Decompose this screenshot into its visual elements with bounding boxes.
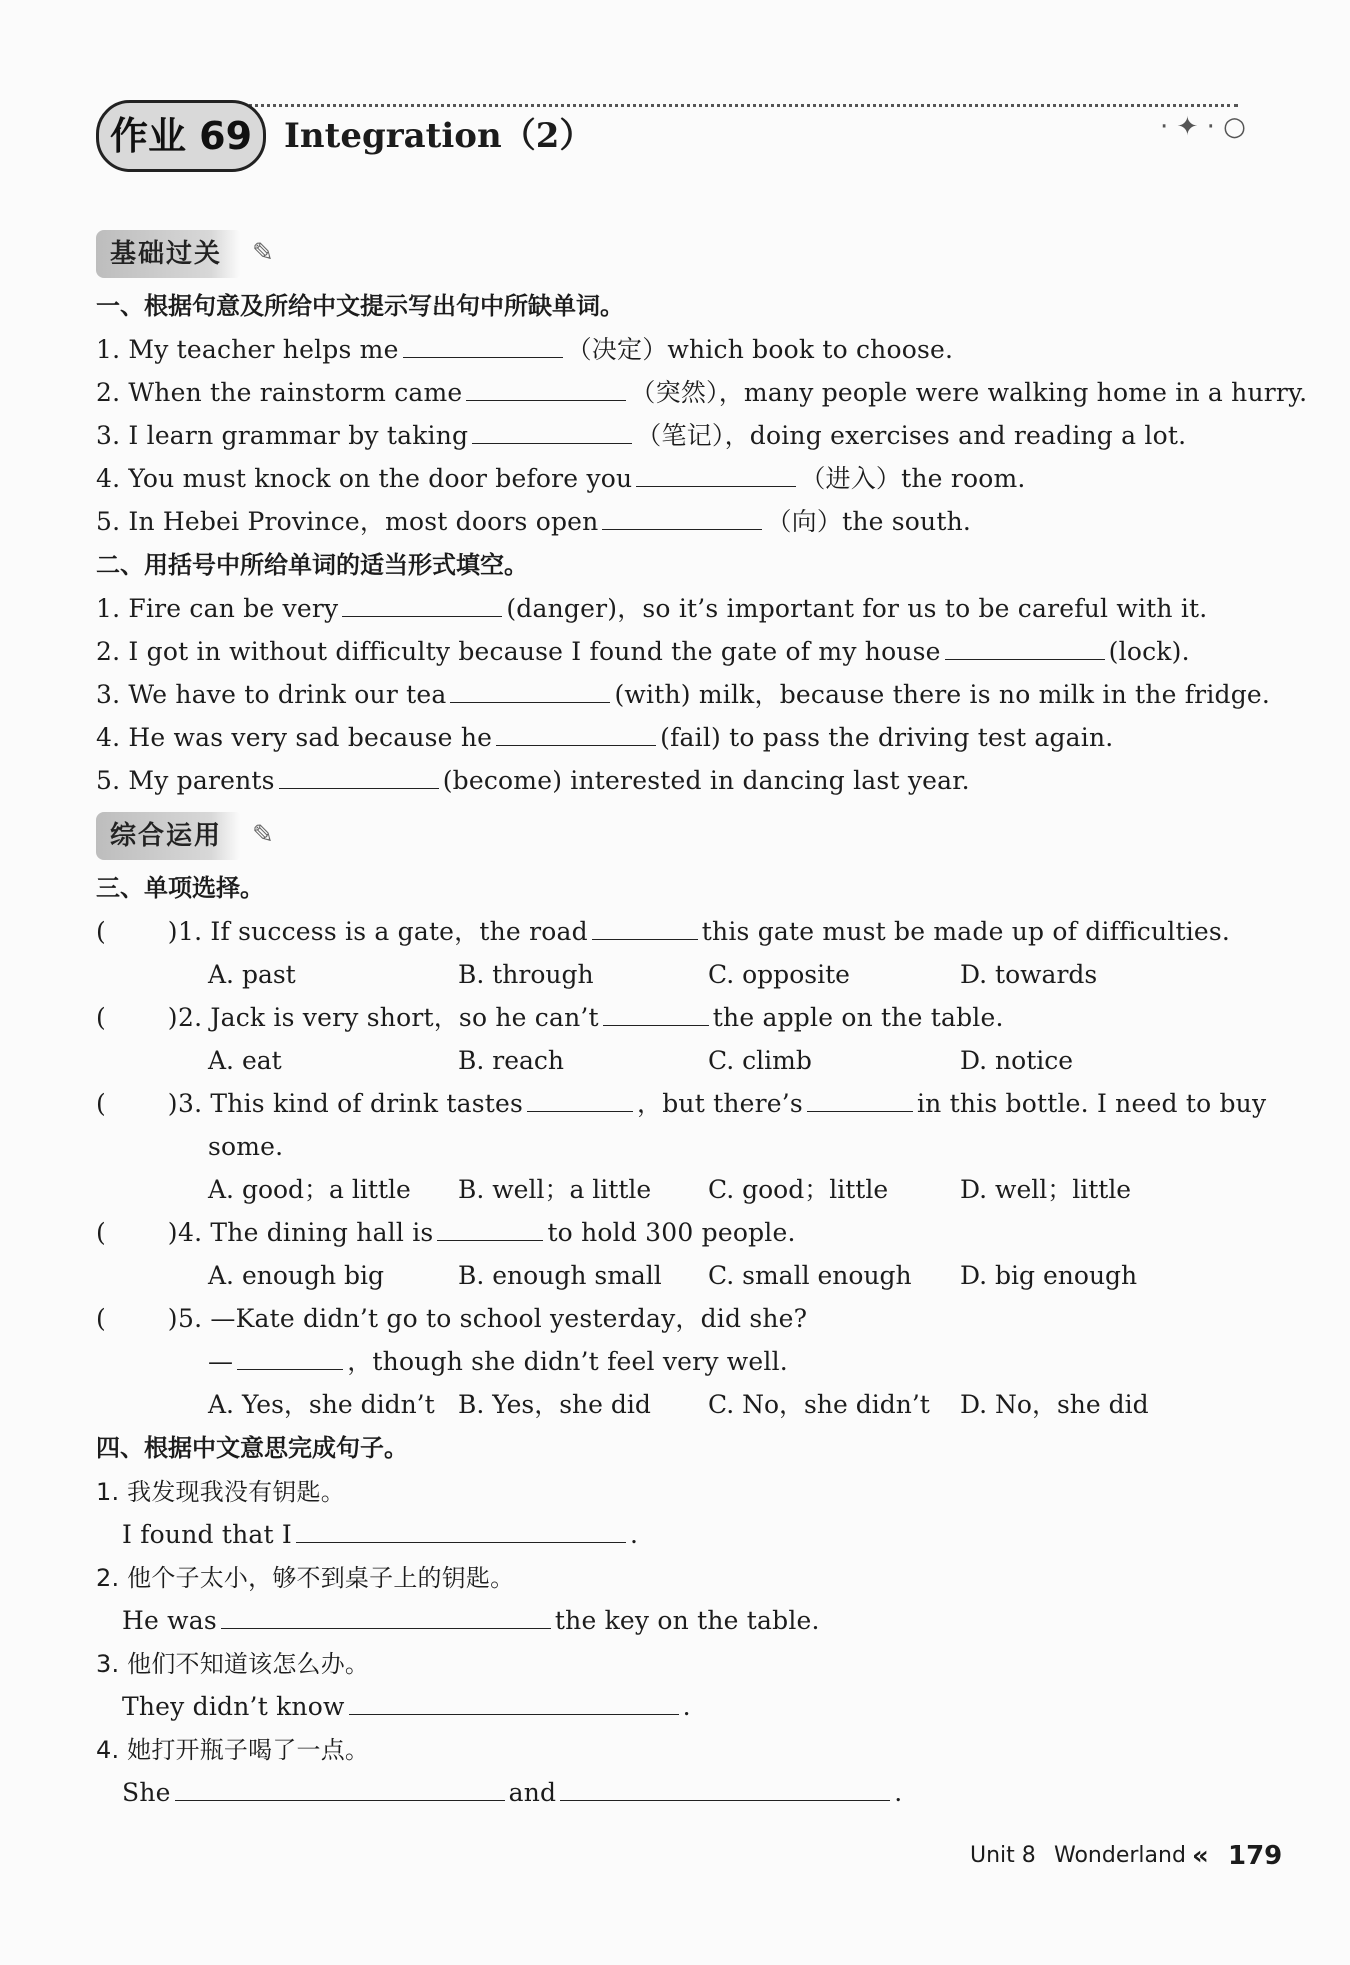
q4-option-d[interactable]: D. big enough [960, 1261, 1138, 1290]
answer-blank[interactable] [279, 766, 439, 789]
q3-stem: 3. This kind of drink tastes ，but there’s in this bottle. I need to buy [178, 1089, 1267, 1118]
section-tag-comprehensive: 综合运用 [96, 812, 240, 860]
answer-blank[interactable] [592, 917, 698, 940]
answer-blank[interactable] [807, 1089, 913, 1112]
part1-item-1: 1. My teacher helps me （决定）which book to choose. [96, 335, 954, 364]
part4-item-4-chinese: 4. 她打开瓶子喝了一点。 [96, 1736, 370, 1764]
answer-blank[interactable] [403, 335, 563, 358]
part4-heading: 四、根据中文意思完成句子。 [96, 1434, 408, 1462]
sparkle-pencil-icon: ✎ [252, 820, 274, 850]
footer-unit-name: Wonderland [1054, 1843, 1186, 1868]
q4-stem: 4. The dining hall is to hold 300 people. [178, 1218, 796, 1247]
answer-blank[interactable] [342, 594, 502, 617]
answer-paren[interactable]: ( ) [96, 1304, 178, 1333]
part4-item-2-chinese: 2. 他个子太小，够不到桌子上的钥匙。 [96, 1564, 515, 1592]
answer-paren[interactable]: ( ) [96, 1218, 178, 1247]
q5-option-c[interactable]: C. No，she didn’t [708, 1390, 930, 1419]
answer-blank[interactable] [349, 1692, 679, 1715]
answer-blank[interactable] [472, 421, 632, 444]
part1-heading: 一、根据句意及所给中文提示写出句中所缺单词。 [96, 292, 624, 320]
q2-option-d[interactable]: D. notice [960, 1046, 1074, 1075]
q1-stem: 1. If success is a gate，the road this gate must be made up of difficulties. [178, 917, 1231, 946]
q5-option-d[interactable]: D. No，she did [960, 1390, 1149, 1419]
part1-item-2: 2. When the rainstorm came （突然），many people were walking home in a hurry. [96, 378, 1308, 407]
q5-stem: 5. —Kate didn’t go to school yesterday，did she? [178, 1304, 808, 1333]
q4-option-b[interactable]: B. enough small [458, 1261, 662, 1290]
answer-paren[interactable]: ( ) [96, 917, 178, 946]
part2-item-4: 4. He was very sad because he (fail) to pass the driving test again. [96, 723, 1114, 752]
part4-item-1-english: I found that I . [122, 1520, 639, 1549]
q2-option-a[interactable]: A. eat [208, 1046, 282, 1075]
answer-blank[interactable] [450, 680, 610, 703]
page-title: Integration（2） [284, 116, 594, 156]
pencil-icon: ✎ [252, 238, 274, 268]
q1-option-a[interactable]: A. past [208, 960, 296, 989]
q3-option-c[interactable]: C. good；little [708, 1175, 889, 1204]
answer-paren[interactable]: ( ) [96, 1003, 178, 1032]
answer-blank[interactable] [496, 723, 656, 746]
sparkle-decoration-icon: · ✦ · ○ [1160, 112, 1246, 142]
part2-item-2: 2. I got in without difficulty because I found the gate of my house (lock). [96, 637, 1190, 666]
answer-blank[interactable] [175, 1778, 505, 1801]
part4-item-3-english: They didn’t know . [122, 1692, 691, 1721]
part4-item-2-english: He was the key on the table. [122, 1606, 820, 1635]
footer-unit: Unit 8 [970, 1843, 1036, 1868]
q3-option-d[interactable]: D. well；little [960, 1175, 1132, 1204]
q1-option-c[interactable]: C. opposite [708, 960, 850, 989]
answer-blank[interactable] [466, 378, 626, 401]
q3-stem-continued: some. [208, 1132, 284, 1161]
q4-option-c[interactable]: C. small enough [708, 1261, 912, 1290]
q3-option-a[interactable]: A. good；a little [208, 1175, 411, 1204]
q5-response: — ，though she didn’t feel very well. [208, 1347, 788, 1376]
q2-option-b[interactable]: B. reach [458, 1046, 565, 1075]
answer-blank[interactable] [437, 1218, 543, 1241]
header-dotted-line [218, 104, 1238, 107]
answer-blank[interactable] [603, 1003, 709, 1026]
answer-paren[interactable]: ( ) [96, 1089, 178, 1118]
q4-option-a[interactable]: A. enough big [208, 1261, 385, 1290]
part1-item-5: 5. In Hebei Province，most doors open （向）the south. [96, 507, 972, 536]
part4-item-1-chinese: 1. 我发现我没有钥匙。 [96, 1478, 345, 1506]
answer-blank[interactable] [945, 637, 1105, 660]
part1-item-4: 4. You must knock on the door before you （进入）the room. [96, 464, 1026, 493]
homework-badge: 作业 69 [96, 100, 266, 172]
answer-blank[interactable] [237, 1347, 343, 1370]
q5-option-a[interactable]: A. Yes，she didn’t [208, 1390, 435, 1419]
part2-item-5: 5. My parents (become) interested in dancing last year. [96, 766, 970, 795]
part2-item-3: 3. We have to drink our tea (with) milk，because there is no milk in the fridge. [96, 680, 1271, 709]
answer-blank[interactable] [221, 1606, 551, 1629]
part2-heading: 二、用括号中所给单词的适当形式填空。 [96, 551, 528, 579]
part3-heading: 三、单项选择。 [96, 874, 264, 902]
section-tag-basic: 基础过关 [96, 230, 240, 278]
answer-blank[interactable] [296, 1520, 626, 1543]
q1-option-b[interactable]: B. through [458, 960, 594, 989]
part4-item-3-chinese: 3. 他们不知道该怎么办。 [96, 1650, 370, 1678]
q2-stem: 2. Jack is very short，so he can’t the apple on the table. [178, 1003, 1004, 1032]
q2-option-c[interactable]: C. climb [708, 1046, 812, 1075]
answer-blank[interactable] [636, 464, 796, 487]
footer-arrows-icon: « [1192, 1841, 1209, 1871]
part2-item-1: 1. Fire can be very (danger)，so it’s important for us to be careful with it. [96, 594, 1208, 623]
answer-blank[interactable] [560, 1778, 890, 1801]
q3-option-b[interactable]: B. well；a little [458, 1175, 652, 1204]
part1-item-3: 3. I learn grammar by taking （笔记），doing exercises and reading a lot. [96, 421, 1187, 450]
answer-blank[interactable] [602, 507, 762, 530]
part4-item-4-english: She and . [122, 1778, 903, 1807]
page-number: 179 [1228, 1841, 1283, 1871]
answer-blank[interactable] [527, 1089, 633, 1112]
q5-option-b[interactable]: B. Yes，she did [458, 1390, 651, 1419]
q1-option-d[interactable]: D. towards [960, 960, 1098, 989]
